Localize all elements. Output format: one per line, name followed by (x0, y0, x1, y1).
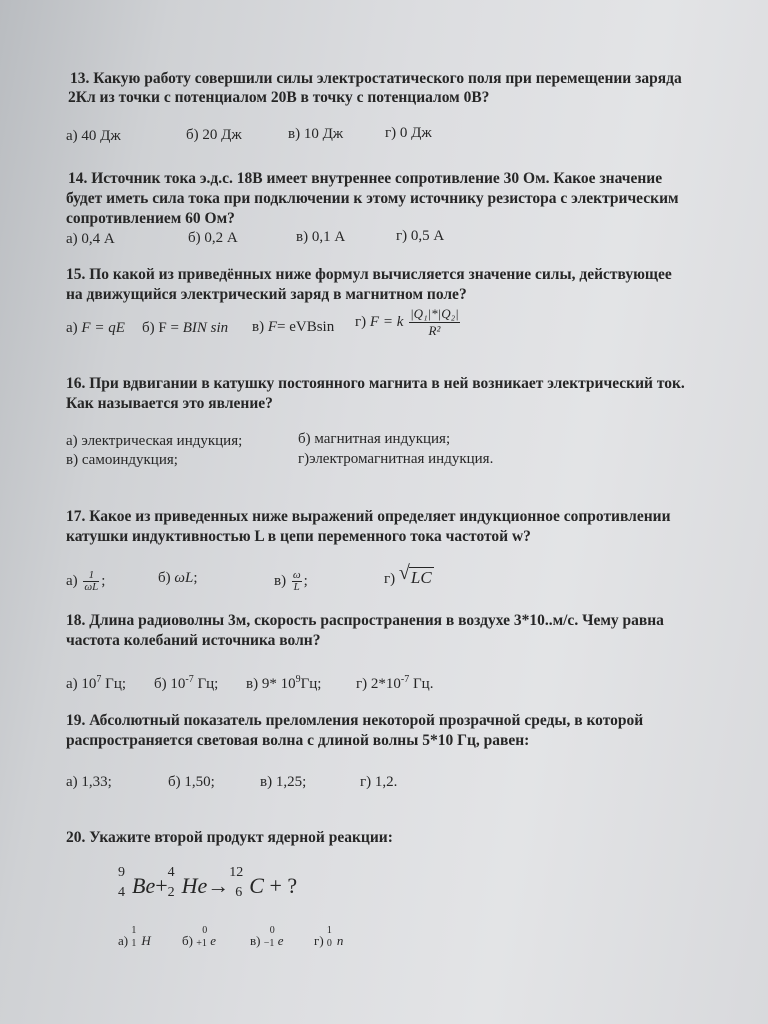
q14-option-d: г) 0,5 А (396, 228, 445, 244)
q13-option-c: в) 10 Дж (288, 126, 344, 142)
q18-option-d-unit: Гц. (409, 676, 434, 692)
q14-option-c: в) 0,1 А (296, 229, 346, 245)
reactant-beryllium-mass: 9 (118, 865, 125, 880)
q16-option-d: г)электромагнитная индукция. (298, 451, 494, 467)
q15-option-b (142, 320, 228, 337)
product-carbon-symbol: C (249, 873, 264, 898)
q19-line1: 19. Абсолютный показатель преломления некоторой прозрачной среды, в которой (66, 712, 644, 729)
q17-option-c (274, 570, 308, 593)
unknown-product: + ? (263, 873, 298, 898)
q16-option-b: б) магнитная индукция; (298, 431, 451, 447)
q18-option-c (246, 674, 321, 693)
q18-option-c-exp: 9 (295, 674, 301, 685)
reactant-helium-mass: 4 (167, 865, 175, 880)
q17-option-b-label: б) (158, 570, 171, 586)
q20-option-b-mass: 0 (202, 925, 208, 936)
q15-option-a-label: а) (66, 320, 78, 336)
q19-option-d: г) 1,2. (360, 774, 398, 790)
q20-option-b-symbol: e (210, 933, 216, 948)
q15-option-d-label: г) (355, 313, 367, 330)
q14-option-b: б) 0,2 А (188, 230, 238, 246)
product-carbon (229, 865, 264, 900)
q17-line1: 17. Какое из приведенных ниже выражений определяет индукционное сопротивлении (66, 508, 671, 525)
q18-option-b-exp: -7 (185, 674, 194, 685)
q14-line2: будет иметь сила тока при подключении к этому источнику резистора с электрическим (66, 190, 679, 207)
q17-option-b (158, 570, 198, 587)
q17-option-c-denominator: L (293, 581, 300, 593)
reactant-beryllium-symbol: Be (132, 873, 156, 898)
q20-option-c-mass: 0 (269, 925, 275, 936)
q18-line1: 18. Длина радиоволны 3м, скорость распространения в воздухе 3*10..м/с. Чему равна (66, 612, 664, 629)
q13-line1: 13. Какую работу совершили силы электростатического поля при перемещении заряда (70, 70, 682, 87)
q19-option-c: в) 1,25; (260, 774, 307, 790)
q20-option-a-nuclide (131, 925, 151, 949)
q15-option-a-formula: F = qE (81, 320, 125, 336)
product-carbon-mass: 12 (229, 865, 244, 880)
q20-option-c-label: в) (250, 933, 261, 948)
q16-option-a: а) электрическая индукция; (66, 433, 243, 449)
q18-option-d (356, 674, 433, 693)
q17-option-b-tail: ; (193, 570, 198, 586)
q20-option-c (250, 925, 284, 949)
product-carbon-charge: 6 (235, 885, 243, 900)
q15-fraction-denominator: R² (428, 323, 441, 338)
q13-option-a: а) 40 Дж (66, 128, 121, 144)
q20-line1: 20. Укажите второй продукт ядерной реакции: (66, 829, 393, 846)
q17-sqrt (398, 562, 434, 588)
q18-line2: частота колебаний источника волн? (66, 632, 321, 649)
q20-option-d-symbol: n (336, 933, 344, 948)
q17-option-d (384, 562, 434, 588)
q13-line2: 2Кл из точки с потенциалом 20В в точку с потенциалом 0В? (68, 89, 490, 106)
radical-sign-icon: √ (398, 562, 410, 584)
q20-option-a-charge: 1 (131, 938, 137, 949)
q17-option-a-label: а) (66, 572, 78, 589)
q18-option-b-unit: Гц; (193, 676, 219, 692)
q20-option-a-mass: 1 (131, 925, 137, 936)
q18-option-d-exp: -7 (400, 674, 410, 685)
q15-option-a (66, 320, 125, 337)
q16-line1: 16. При вдвигании в катушку постоянного магнита в ней возникает электрический ток. (66, 375, 685, 392)
q15-option-b-formula: BIN sin (182, 320, 229, 336)
q20-option-d-label: г) (314, 933, 324, 948)
q18-option-d-label: г) 2*10 (356, 676, 401, 692)
q15-option-c-label: в) (252, 319, 265, 335)
reactant-helium (167, 865, 208, 900)
q16-option-c: в) самоиндукция; (66, 452, 178, 468)
q18-option-b (154, 674, 218, 693)
reactant-beryllium-charge: 4 (118, 885, 125, 900)
q20-option-c-charge: −1 (263, 938, 275, 949)
q15-option-d (355, 306, 462, 339)
q17-option-c-numerator: ω (292, 569, 301, 581)
q20-option-d-mass: 1 (326, 925, 332, 936)
q18-option-c-label: в) 9* 10 (246, 676, 296, 692)
q15-option-b-label: б) F = (142, 320, 179, 336)
plus-sign: + (155, 873, 168, 898)
q17-line2: катушки индуктивностью L в цепи переменного тока частотой w? (66, 528, 531, 545)
q20-option-a-symbol: H (141, 933, 151, 948)
q17-option-c-tail: ; (303, 572, 308, 589)
q18-option-a-label: а) 10 (66, 676, 97, 692)
q15-option-d-formula: F = k (369, 313, 404, 330)
q16-line2: Как называется это явление? (66, 395, 273, 412)
q17-option-a (66, 570, 105, 593)
q20-option-a (118, 925, 151, 949)
q18-option-c-unit: Гц; (300, 676, 322, 692)
q15-fraction-numerator: |Q₁|*|Q₂| (410, 306, 459, 321)
q19-option-b: б) 1,50; (168, 774, 215, 790)
reactant-beryllium (118, 865, 156, 900)
q20-option-c-symbol: e (277, 933, 284, 948)
q20-option-b (182, 925, 216, 949)
q14-option-a: а) 0,4 А (66, 231, 115, 247)
q15-line2: на движущийся электрический заряд в магнитном поле? (66, 286, 467, 303)
q20-option-d-nuclide (326, 925, 344, 949)
q20-option-a-label: а) (118, 933, 129, 948)
q15-option-c-formula-f: F (267, 319, 277, 335)
q18-option-b-label: б) 10 (154, 676, 186, 692)
nuclear-reaction-equation (118, 865, 298, 900)
q17-option-d-label: г) (384, 571, 396, 587)
q15-option-c (252, 319, 334, 336)
q15-coulomb-fraction (409, 306, 460, 339)
q17-option-a-fraction (83, 570, 99, 593)
q20-option-d (314, 925, 344, 949)
q15-line1: 15. По какой из приведённых ниже формул вычисляется значение силы, действующее (66, 266, 672, 283)
q18-option-a (66, 674, 126, 693)
q20-option-b-charge: +1 (196, 938, 207, 949)
q18-option-a-exp: 7 (96, 674, 102, 685)
q14-line1: 14. Источник тока э.д.с. 18В имеет внутреннее сопротивление 30 Ом. Какое значение (68, 170, 663, 187)
reactant-helium-charge: 2 (167, 885, 175, 900)
q20-option-c-nuclide (263, 925, 284, 949)
q17-option-d-radicand: LC (410, 568, 432, 587)
q14-line3: сопротивлением 60 Ом? (66, 210, 235, 227)
q17-option-a-denominator: ωL (84, 581, 99, 593)
q19-line2: распространяется световая волна с длиной волны 5*10 Гц, равен: (66, 732, 530, 749)
q17-option-c-label: в) (274, 572, 287, 589)
q19-option-a: а) 1,33; (66, 774, 112, 790)
q20-option-b-label: б) (182, 933, 193, 948)
reactant-helium-symbol: He (181, 873, 208, 898)
q17-option-a-numerator: 1 (83, 570, 99, 582)
q17-option-c-fraction (292, 570, 302, 593)
q13-option-b: б) 20 Дж (186, 127, 242, 143)
q15-option-c-formula-rest: = eVBsin (277, 319, 335, 335)
q17-option-b-formula: ωL (174, 570, 194, 586)
reaction-arrow-icon: → (207, 873, 230, 898)
q18-option-a-unit: Гц; (101, 676, 127, 692)
q20-option-d-charge: 0 (326, 938, 332, 949)
q13-option-d: г) 0 Дж (385, 125, 432, 141)
q20-option-b-nuclide (196, 925, 216, 949)
q17-option-a-tail: ; (101, 572, 106, 589)
